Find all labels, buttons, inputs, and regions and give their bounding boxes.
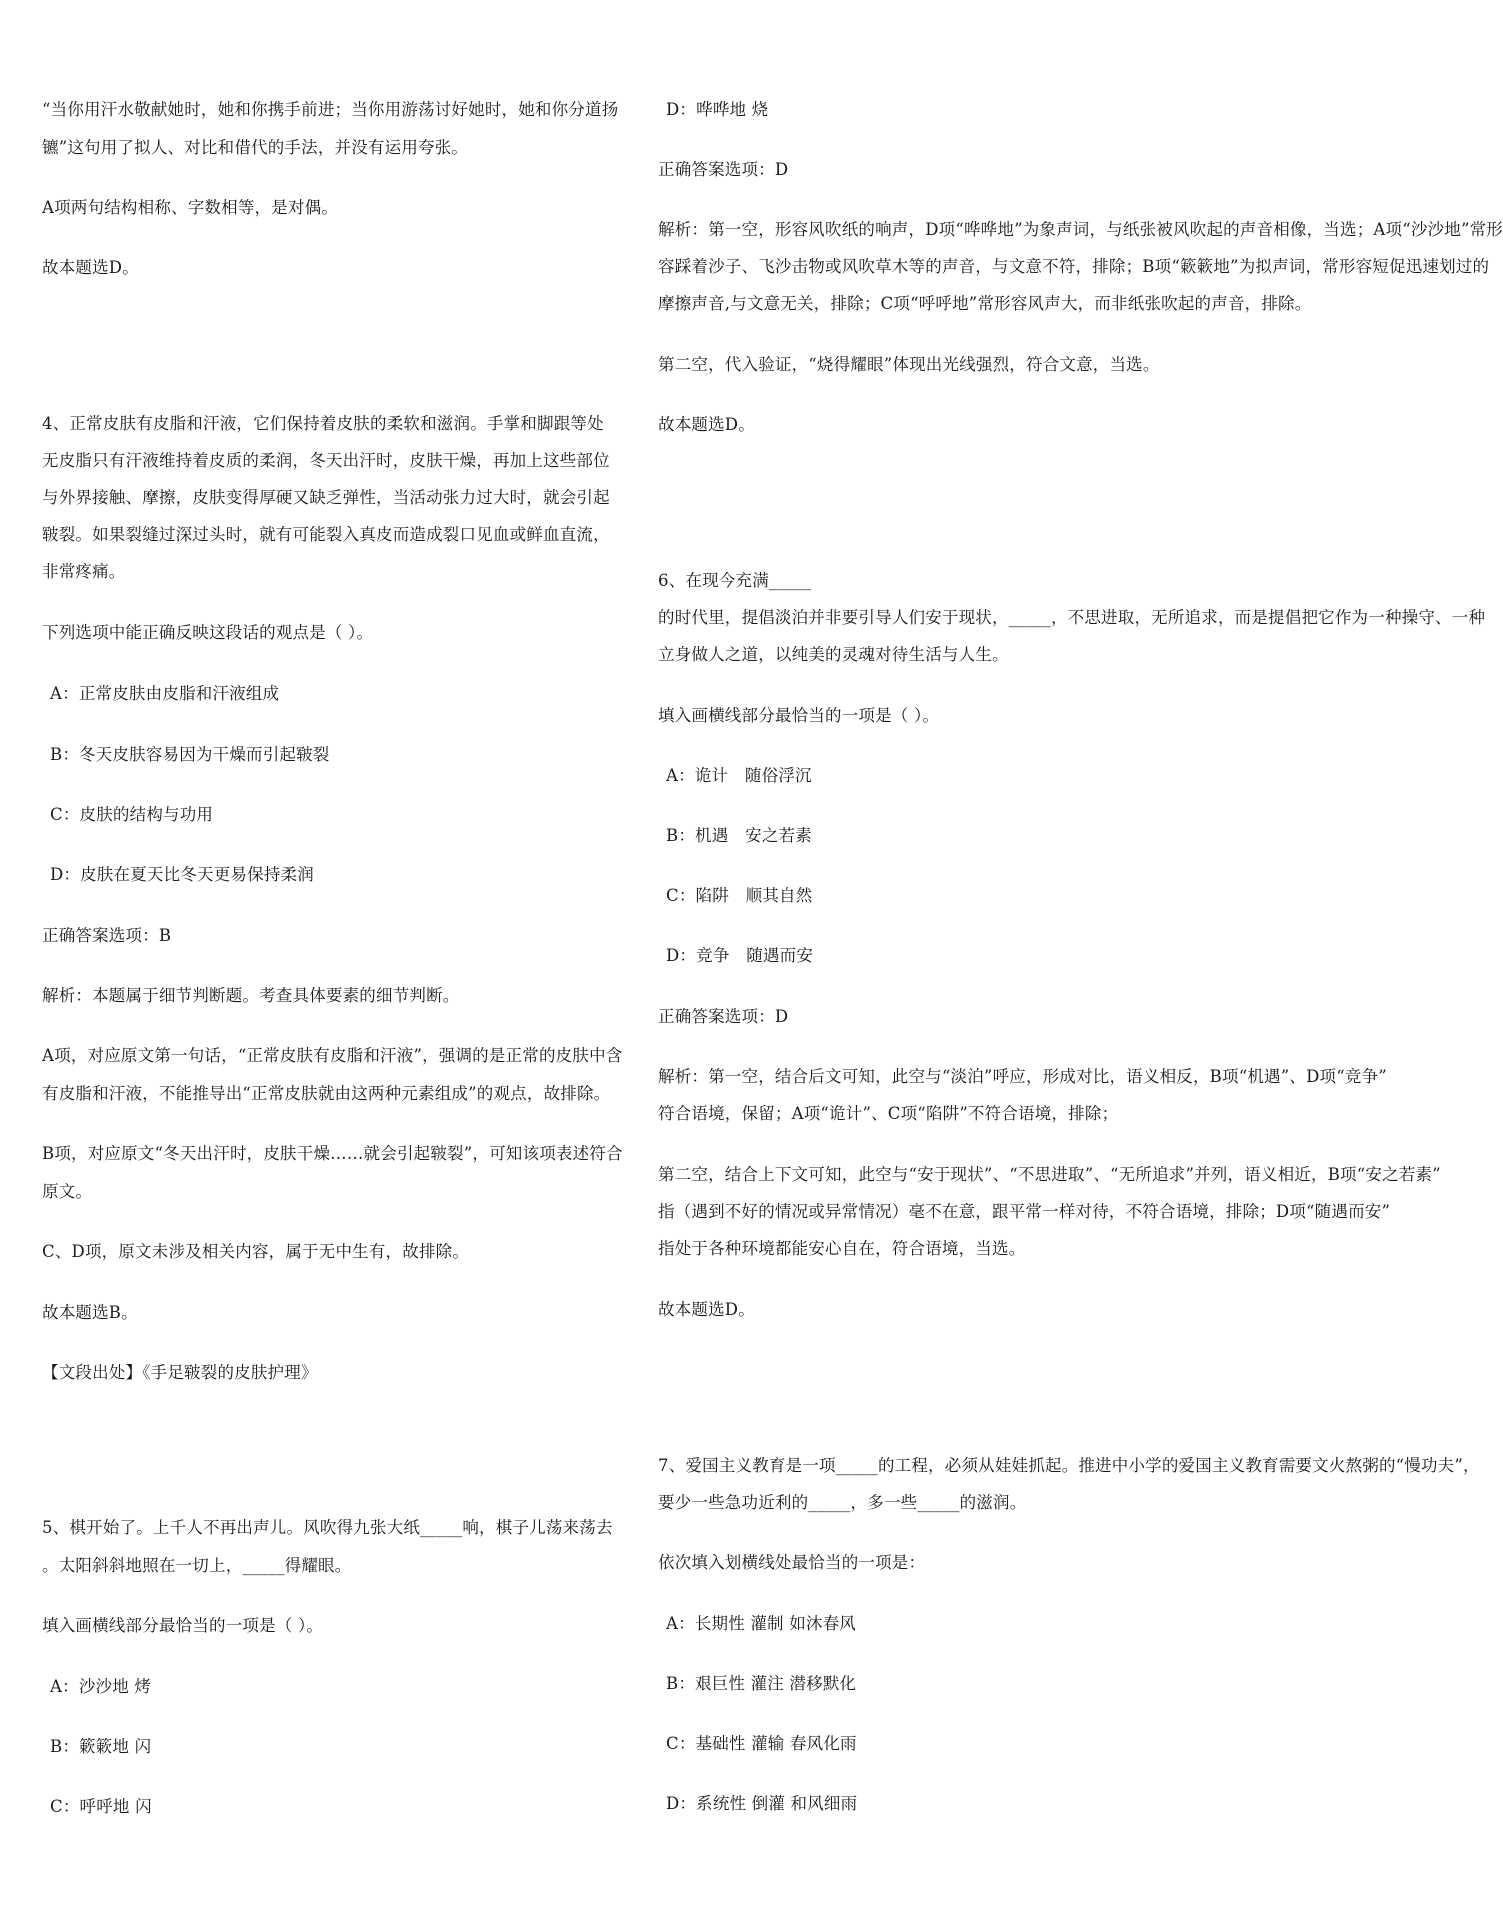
correct-answer: 正确答案选项：D (658, 1007, 789, 1026)
text-line: 要少一些急功近利的_____，多一些_____的滋润。 (658, 1493, 1027, 1512)
option-c: C：陷阱 顺其自然 (666, 886, 813, 905)
question-prompt: 填入画横线部分最恰当的一项是（ ）。 (658, 706, 940, 725)
text-line: 摩擦声音,与文意无关，排除；C项“呼呼地”常形容风声大，而非纸张吹起的声音，排除。 (658, 294, 1312, 313)
text-line: A项，对应原文第一句话，“正常皮肤有皮脂和汗液”，强调的是正常的皮肤中含 (42, 1046, 623, 1065)
answer-conclusion: 故本题选D。 (658, 415, 755, 434)
text-line: 的时代里，提倡淡泊并非要引导人们安于现状，_____，不思进取，无所追求，而是提倡把它作为一种操守、一种 (658, 608, 1486, 627)
text-line: 与外界接触、摩擦，皮肤变得厚硬又缺乏弹性，当活动张力过大时，就会引起 (42, 488, 610, 507)
analysis: 解析：第一空，结合后文可知，此空与“淡泊”呼应，形成对比，语义相反，B项“机遇”、D项“竞争” (658, 1067, 1387, 1086)
text-line: “当你用汗水敬献她时，她和你携手前进；当你用游荡讨好她时，她和你分道扬 (42, 100, 619, 119)
text-line: 非常疼痛。 (42, 562, 126, 581)
option-b: B：冬天皮肤容易因为干燥而引起皲裂 (50, 745, 330, 764)
question-4-stem: 4、正常皮肤有皮脂和汗液，它们保持着皮肤的柔软和滋润。手掌和脚跟等处 (42, 414, 604, 433)
option-a: A：沙沙地 烤 (50, 1677, 152, 1696)
text-line: 无皮脂只有汗液维持着皮质的柔润，冬天出汗时，皮肤干燥，再加上这些部位 (42, 451, 610, 470)
option-d: D：哗哗地 烧 (666, 100, 769, 119)
text-line: 立身做人之道，以纯美的灵魂对待生活与人生。 (658, 645, 1009, 664)
text-line: 容踩着沙子、飞沙击物或风吹草木等的声音，与文意不符，排除；B项“簌簌地”为拟声词，常形容短促迅速划过的 (658, 257, 1490, 276)
question-prompt: 下列选项中能正确反映这段话的观点是（ ）。 (42, 623, 374, 642)
source-note: 【文段出处】《手足皲裂的皮肤护理》 (42, 1363, 318, 1382)
text-line: 原文。 (42, 1182, 93, 1201)
option-c: C：皮肤的结构与功用 (50, 805, 214, 824)
text-line: 指（遇到不好的情况或异常情况）毫不在意，跟平常一样对待，不符合语境，排除；D项“随遇而安” (658, 1202, 1391, 1221)
option-a: A：长期性 灌制 如沐春风 (666, 1614, 857, 1633)
question-7-stem: 7、爱国主义教育是一项_____的工程，必须从娃娃抓起。推进中小学的爱国主义教育需要文火熬粥的“慢功夫”， (658, 1456, 1480, 1475)
text-line: 。太阳斜斜地照在一切上，_____得耀眼。 (42, 1556, 352, 1575)
text-line: A项两句结构相称、字数相等，是对偶。 (42, 198, 339, 217)
question-5-stem: 5、棋开始了。上千人不再出声儿。风吹得九张大纸_____响，棋子儿荡来荡去 (42, 1518, 613, 1537)
option-b: B：簌簌地 闪 (50, 1737, 152, 1756)
option-d: D：系统性 倒灌 和风细雨 (666, 1794, 858, 1813)
answer-conclusion: 故本题选B。 (42, 1303, 138, 1322)
text-line: 有皮脂和汗液，不能推导出“正常皮肤就由这两种元素组成”的观点，故排除。 (42, 1084, 611, 1103)
option-b: B：机遇 安之若素 (666, 826, 812, 845)
answer-conclusion: 故本题选D。 (658, 1300, 755, 1319)
option-c: C：呼呼地 闪 (50, 1797, 152, 1816)
question-prompt: 依次填入划横线处最恰当的一项是： (658, 1553, 926, 1572)
text-line: 指处于各种环境都能安心自在，符合语境，当选。 (658, 1239, 1026, 1258)
option-c: C：基础性 灌输 春风化雨 (666, 1734, 857, 1753)
text-line: 皲裂。如果裂缝过深过头时，就有可能裂入真皮而造成裂口见血或鲜血直流， (42, 525, 610, 544)
option-a: A：正常皮肤由皮脂和汗液组成 (50, 684, 280, 703)
analysis: 解析：第一空，形容风吹纸的响声，D项“哗哗地”为象声词，与纸张被风吹起的声音相像，当选；A项“沙沙地”常形 (658, 220, 1503, 239)
option-b: B：艰巨性 灌注 潜移默化 (666, 1674, 857, 1693)
text-line: 镳”这句用了拟人、对比和借代的手法，并没有运用夸张。 (42, 138, 469, 157)
correct-answer: 正确答案选项：D (658, 160, 789, 179)
option-d: D：皮肤在夏天比冬天更易保持柔润 (50, 865, 314, 884)
correct-answer: 正确答案选项：B (42, 926, 172, 945)
option-a: A：诡计 随俗浮沉 (666, 766, 812, 785)
option-d: D：竞争 随遇而安 (666, 946, 814, 965)
text-line: C、D项，原文未涉及相关内容，属于无中生有，故排除。 (42, 1242, 470, 1261)
question-6-stem: 6、在现今充满_____ (658, 571, 812, 590)
text-line: 第二空，代入验证，“烧得耀眼”体现出光线强烈，符合文意，当选。 (658, 355, 1160, 374)
text-line: 第二空，结合上下文可知，此空与“安于现状”、“不思进取”、“无所追求”并列，语义相近，B项“安之若素” (658, 1165, 1441, 1184)
text-line: B项，对应原文“冬天出汗时，皮肤干燥……就会引起皲裂”，可知该项表述符合 (42, 1144, 623, 1163)
analysis: 解析：本题属于细节判断题。考查具体要素的细节判断。 (42, 986, 460, 1005)
text-line: 符合语境，保留；A项“诡计”、C项“陷阱”不符合语境，排除； (658, 1104, 1119, 1123)
question-prompt: 填入画横线部分最恰当的一项是（ ）。 (42, 1616, 324, 1635)
answer-conclusion: 故本题选D。 (42, 258, 139, 277)
